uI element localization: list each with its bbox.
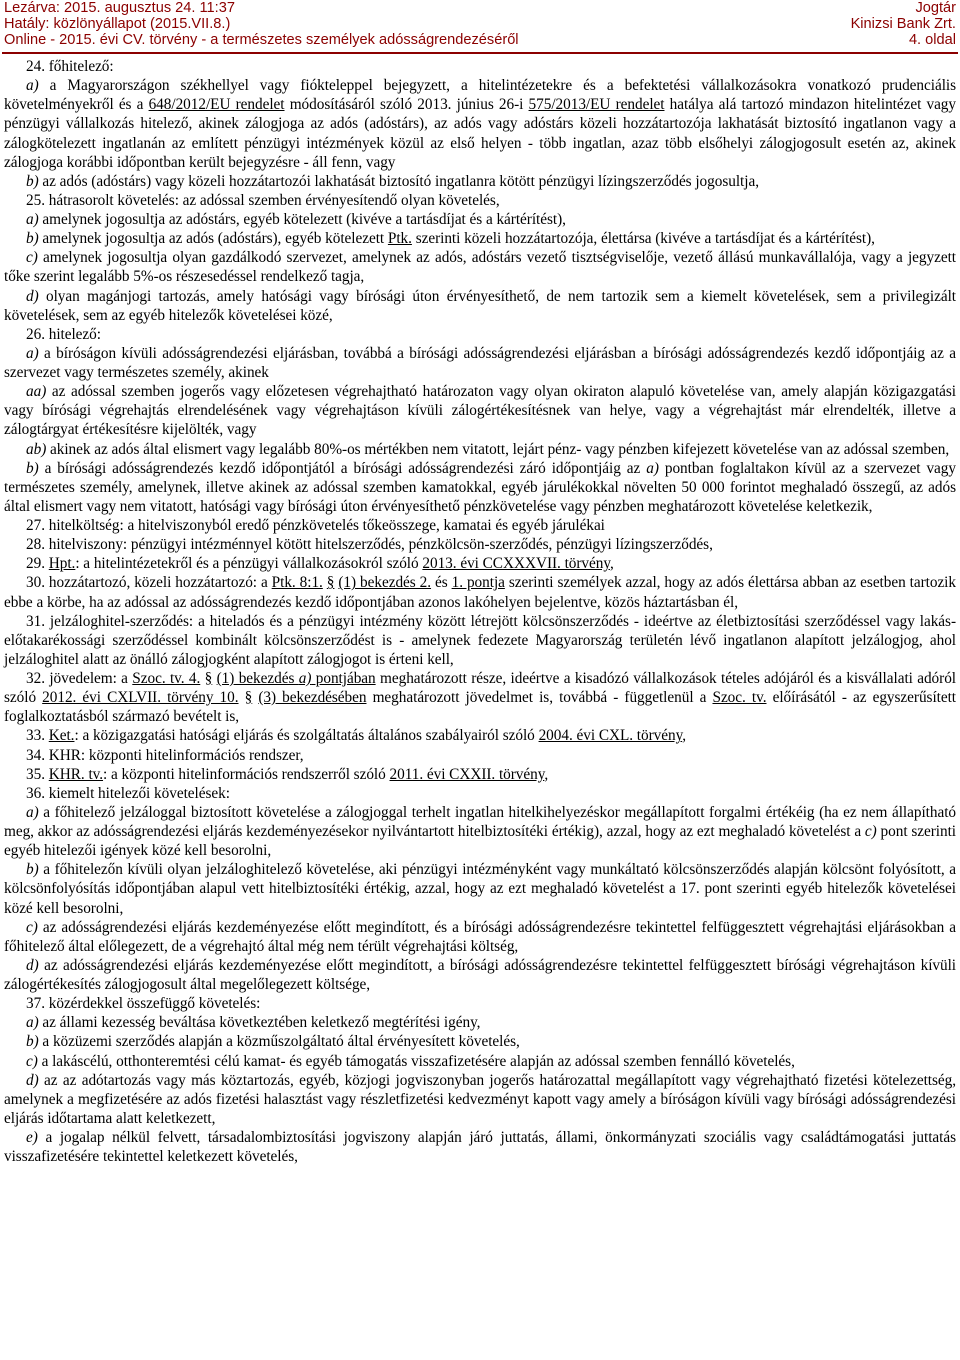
text-run: 30. hozzátartozó, közeli hozzátartozó: a xyxy=(26,574,272,592)
header-closed-date: Lezárva: 2015. augusztus 24. 11:37 xyxy=(4,0,235,16)
text-run: amelynek jogosultja az adós (adóstárs), egyéb kötelezett xyxy=(38,230,388,248)
paragraph xyxy=(4,172,956,191)
point-label: ab) xyxy=(26,440,47,458)
text-run: a főhitelező jelzáloggal biztosított követelése a zálogjoggal terhelt ingatlan hitelkihelyezéskor megállapított forgalmi értékéig (ha ez nem állapítható meg, akkor az adósságrendezési eljárás kezdeményezésekor nyilvántartott hitelbiztosítéki értékig), azzal, hogy az ezt meghaladó követelést a xyxy=(4,803,956,840)
text-run: 28. hitelviszony: pénzügyi intézménnyel kötött hitelszerződés, pénzkölcsön-szerződés, pénzügyi lízingszerződés, xyxy=(26,536,713,554)
legal-reference-link[interactable]: (1) bekezdés xyxy=(216,670,299,687)
legal-reference-link[interactable]: (1) bekezdés 2. xyxy=(338,574,432,592)
paragraph xyxy=(4,994,956,1013)
paragraph xyxy=(4,669,956,726)
legal-reference-link[interactable]: Szoc. tv. xyxy=(712,689,767,707)
legal-reference-link[interactable]: 575/2013/EU rendelet xyxy=(528,96,665,114)
paragraph xyxy=(4,325,956,344)
point-label: a) xyxy=(26,211,39,228)
header-left xyxy=(4,0,519,49)
text-run: és xyxy=(431,574,452,592)
header-licensee: Kinizsi Bank Zrt. xyxy=(850,16,956,33)
legal-reference-link[interactable]: 1. pontja xyxy=(451,574,505,592)
paragraph xyxy=(4,210,956,229)
paragraph xyxy=(4,784,956,803)
header-product-name: Jogtár xyxy=(915,0,956,16)
legal-reference-link[interactable]: § xyxy=(326,574,335,592)
point-label: a) xyxy=(646,459,659,477)
paragraph xyxy=(4,76,956,172)
paragraph xyxy=(4,554,956,573)
text-run: akinek az adós által elismert vagy legalább 80%-os mértékben nem vitatott, lejárt pénz- vagy pénzben kifejezett követelése van az adóssal szemben, xyxy=(46,440,950,458)
text-run: 33. xyxy=(26,727,49,745)
page-header xyxy=(0,0,960,56)
legal-reference-link[interactable]: 648/2012/EU rendelet xyxy=(148,96,285,114)
text-run: meghatározott része, ideértve a kisadózó vállalkozások tételes adójáról és a kisvállalati adóról szóló xyxy=(4,670,956,707)
legal-reference-link[interactable]: Ket. xyxy=(48,727,75,745)
text-run: pontban foglaltakon kívül az a szervezet vagy természetes személy, amelynek, illetve akinek az adóssal szemben kamatokkal, egyéb járulékokkal növelten 50 000 forintot meghaladó összegű, az adós által elismert vagy nem vitatott, hatósági vagy bírósági úton érvényesíthető pénzkövetelése vagy pénzben meghatározott követelése keletkezik, xyxy=(4,459,956,515)
point-label: c) xyxy=(26,1052,38,1070)
paragraph xyxy=(4,918,956,956)
text-run: a Magyarországon székhellyel vagy fiókteleppel bejegyzett, a hitelintézetekre és a befektetési vállalkozásokra vonatkozó prudenciális követelményekről és a xyxy=(4,77,956,114)
paragraph xyxy=(4,459,956,516)
paragraph xyxy=(4,229,956,248)
point-label: d) xyxy=(26,956,39,974)
header-document-title: Online - 2015. évi CV. törvény - a természetes személyek adósságrendezéséről xyxy=(4,32,519,49)
text-run: 37. közérdekkel összefüggő követelés: xyxy=(26,995,261,1013)
header-effect-status: Hatály: közlönyállapot (2015.VII.8.) xyxy=(4,16,231,33)
header-right xyxy=(851,0,956,49)
text-run: módosításáról szóló 2013. június 26-i xyxy=(284,96,529,114)
text-run: 27. hitelköltség: a hitelviszonyból eredő pénzkövetelés tőkeösszege, kamatai és egyéb járulékai xyxy=(26,517,605,534)
point-label: a) xyxy=(26,1014,39,1032)
text-run: olyan magánjogi tartozás, amely hatósági vagy bírósági úton érvényesíthető, de nem tartozik sem a kiemelt követelések, sem a privilegizált követelések, sem az egyéb hitelezők követelései közé, xyxy=(4,287,956,324)
text-run: előírásától - az egyszerűsített foglalkoztatásból származó bevételt is, xyxy=(4,689,956,726)
text-run: a bíróságon kívüli adósságrendezési eljárásban, továbbá a bírósági adósságrendezési eljárásban a bírósági adósságrendezés kezdő időpontjáig az a szervezet vagy természetes személy, akinek xyxy=(4,344,956,381)
text-run: amelynek jogosultja olyan gazdálkodó szervezet, amelynek az adós, adóstárs vezető tisztségviselője, vezető állású munkavállalója, vagy a jegyzett tőke szerint legalább 5%-os részesedéssel rendelkező tagja, xyxy=(4,249,956,286)
text-run: 35. xyxy=(26,765,49,783)
paragraph xyxy=(4,1032,956,1051)
legal-reference-link[interactable]: KHR. tv. xyxy=(48,765,104,783)
paragraph xyxy=(4,1013,956,1032)
text-run: , xyxy=(609,555,614,573)
text-run: a jogalap nélkül felvett, társadalombiztosítási jogviszony alapján járó juttatás, állami, önkormányzati szociális vagy családtámogatási juttatás visszafizetésére tekintettel keletkezett követelés, xyxy=(4,1129,956,1166)
paragraph xyxy=(4,956,956,994)
paragraph xyxy=(4,765,956,784)
document-body xyxy=(4,57,956,1166)
legal-reference-link[interactable]: 2011. évi CXXII. törvény xyxy=(389,765,545,783)
point-label: e) xyxy=(26,1129,38,1146)
point-label: c) xyxy=(864,823,877,840)
text-run: pont szerinti egyéb hitelezői igények közé kell besorolni, xyxy=(4,823,957,860)
text-run: amelynek jogosultja az adóstárs, egyéb kötelezett (kivéve a tartásdíjat és a kártérítést), xyxy=(38,211,566,228)
point-label: a) xyxy=(26,77,39,95)
legal-reference-link[interactable]: Ptk. 8:1. xyxy=(271,574,323,592)
point-label: d) xyxy=(26,287,39,305)
point-label: c) xyxy=(26,918,38,936)
text-run: az állami kezesség beváltása következtében keletkező megtérítési igény, xyxy=(38,1014,481,1032)
paragraph xyxy=(4,1052,956,1071)
text-run: : a központi hitelinformációs rendszerről szóló xyxy=(103,765,390,783)
paragraph xyxy=(4,746,956,765)
point-label: b) xyxy=(26,1033,39,1051)
point-label: b) xyxy=(26,861,39,879)
legal-reference-link[interactable]: § xyxy=(244,689,253,707)
paragraph xyxy=(4,612,956,669)
paragraph xyxy=(4,1071,956,1128)
header-page-number: 4. oldal xyxy=(908,32,956,49)
text-run: szerinti személyek azzal, hogy az adós élettársa abban az esetben tartozik ebbe a körbe, ha az adóssal az adósságrendezés kezdő időpontjában azonos lakóhelyen bejelentve, közös háztartásban él, xyxy=(4,574,956,611)
text-run: 34. KHR: központi hitelinformációs rendszer, xyxy=(26,746,304,764)
legal-reference-link[interactable]: a) xyxy=(298,670,312,687)
legal-reference-link[interactable]: § xyxy=(204,670,213,687)
text-run: a főhitelezőn kívüli olyan jelzáloghitelező követelése, aki pénzügyi intézményként vagy munkáltató kölcsönszerződés alapján kölcsönt folyósított, a kölcsönfolyósítás időpontjában alapul vett hitelbiztosítéki értékig, azzal, hogy az ezt meghaladó követelést a 17. pont szerinti egyéb hitelezők követelései közé kell besorolni, xyxy=(4,861,956,917)
text-run: 25. hátrasorolt követelés: az adóssal szemben érvényesítendő olyan követelés, xyxy=(26,191,500,209)
text-run: 24. főhitelező: xyxy=(26,58,114,75)
text-run: 36. kiemelt hitelezői követelések: xyxy=(26,784,230,802)
paragraph xyxy=(4,535,956,554)
paragraph xyxy=(4,248,956,286)
paragraph xyxy=(4,726,956,745)
text-run: az adóssal szemben jogerős vagy előzetesen végrehajtható határozaton vagy olyan okiraton alapuló követelése van, amely alapján közigazgatási vagy bírósági végrehajtás elrendelésének vagy végrehajtáson kívüli zálogértékesítésnek van helye, vagy a végrehajtást már elrendelték, illetve a zálogtárgyat értékesítésre kijelölték, vagy xyxy=(4,383,956,439)
point-label: b) xyxy=(26,230,39,248)
paragraph xyxy=(4,516,956,535)
point-label: b) xyxy=(26,172,39,190)
point-label: a) xyxy=(26,344,39,362)
point-label: aa) xyxy=(26,383,47,401)
paragraph xyxy=(4,803,956,860)
text-run: 31. jelzáloghitel-szerződés: a hiteladós és a pénzügyi intézmény között létrejött kölcsönszerződés - ideértve az életbiztosítási szerződéssel vagy lakás-előtakarékossági szerződéssel kombinált kölcsönszerződést is - amelynek fedezete Magyarország területén lévő ingatlanon alapított jelzálogjog, ahol jelzáloghitel alatt az önálló zálogjogként alapított zálogjogot is érteni kell, xyxy=(4,612,956,668)
header-divider xyxy=(2,52,958,54)
point-label: c) xyxy=(26,249,38,267)
legal-reference-link[interactable]: Hpt. xyxy=(48,555,76,573)
point-label: d) xyxy=(26,1071,39,1089)
text-run: a lakáscélú, otthonteremtési célú kamat- és egyéb támogatás visszafizetésére alapján az adóssal szemben fennálló követelés, xyxy=(37,1052,795,1070)
text-run: meghatározott jövedelmet is, továbbá - függetlenül a xyxy=(366,689,713,707)
point-label: a) xyxy=(26,803,39,821)
text-run: , xyxy=(544,765,549,783)
paragraph xyxy=(4,1128,956,1166)
paragraph xyxy=(4,57,956,76)
text-run: szerinti közeli hozzátartozója, élettársa (kivéve a tartásdíjat és a kártérítést), xyxy=(411,230,875,248)
text-run: : a közigazgatási hatósági eljárás és szolgáltatás általános szabályairól szóló xyxy=(74,727,539,745)
legal-reference-link[interactable]: pontjában xyxy=(311,670,376,687)
paragraph xyxy=(4,382,956,439)
text-run: 26. hitelező: xyxy=(26,325,101,343)
paragraph xyxy=(4,287,956,325)
point-label: b) xyxy=(26,459,39,477)
legal-reference-link[interactable]: Szoc. tv. 4. xyxy=(132,670,201,687)
legal-reference-link[interactable]: (3) bekezdésében xyxy=(258,689,367,707)
legal-reference-link[interactable]: 2004. évi CXL. törvény xyxy=(538,727,683,745)
paragraph xyxy=(4,344,956,382)
text-run: 29. xyxy=(26,555,49,573)
text-run: , xyxy=(682,727,686,745)
paragraph xyxy=(4,191,956,210)
paragraph xyxy=(4,860,956,917)
text-run: hatálya alá tartozó mindazon hitelintézet vagy pénzügyi vállalkozás hitelező, akinek zálogjoga az adós (adóstárs), az adós vagy adóstárs közeli hozzátartozója lakhatását biztosító ingatlanon vagy a zálogkötelezett ingatlanán az említett pénzügyi intézmények közül az első helyen - több ingatlan, azaz több elsőhelyi zálogjogosult esetén az, akinek zálogjoga korábbi időpontban került bejegyzésre - áll fenn, vagy xyxy=(4,96,957,171)
text-run: a közüzemi szerződés alapján a közműszolgáltató által érvényesített követelés, xyxy=(38,1033,520,1051)
legal-reference-link[interactable]: 2012. évi CXLVII. törvény 10. xyxy=(42,689,239,707)
legal-reference-link[interactable]: 2013. évi CCXXXVII. törvény xyxy=(422,555,610,573)
paragraph xyxy=(4,573,956,611)
text-run: az adós (adóstárs) vagy közeli hozzátartozói lakhatását biztosító ingatlanra kötött pénzügyi lízingszerződés jogosultja, xyxy=(38,172,759,190)
text-run: 32. jövedelem: a xyxy=(26,670,133,687)
text-run: az az adótartozás vagy más köztartozás, egyéb, közjogi jogviszonyban jogerős határozattal megállapított vagy végrehajtható fizetési kötelezettség, amelynek a megfizetésére az adós fizetési halasztást vagy részletfizetési kedvezményt kapott vagy amely a bíróságon kívüli vagy bírósági adósságrendezési eljárás időtartama alatt keletkezett, xyxy=(4,1071,956,1127)
text-run: az adósságrendezési eljárás kezdeményezése előtt megindított, és a bírósági adósságrendezésre tekintettel felfüggesztett végrehajtási eljárásokban a főhitelező által előlegezett, de a végrehajtó által még nem térült végrehajtási költség, xyxy=(4,918,956,955)
text-run: az adósságrendezési eljárás kezdeményezése előtt megindított, a bírósági adósságrendezésre tekintettel felfüggesztett bírósági végrehajtáson kívüli zálogértékesítés zálogjogosult által megelőlegezett költsége, xyxy=(4,956,956,993)
paragraph xyxy=(4,440,956,459)
text-run: : a hitelintézetekről és a pénzügyi vállalkozásokról szóló xyxy=(75,555,423,573)
text-run: a bírósági adósságrendezés kezdő időpontjától a bírósági adósságrendezési záró időpontjáig az xyxy=(38,459,647,477)
legal-reference-link[interactable]: Ptk. xyxy=(387,230,412,248)
